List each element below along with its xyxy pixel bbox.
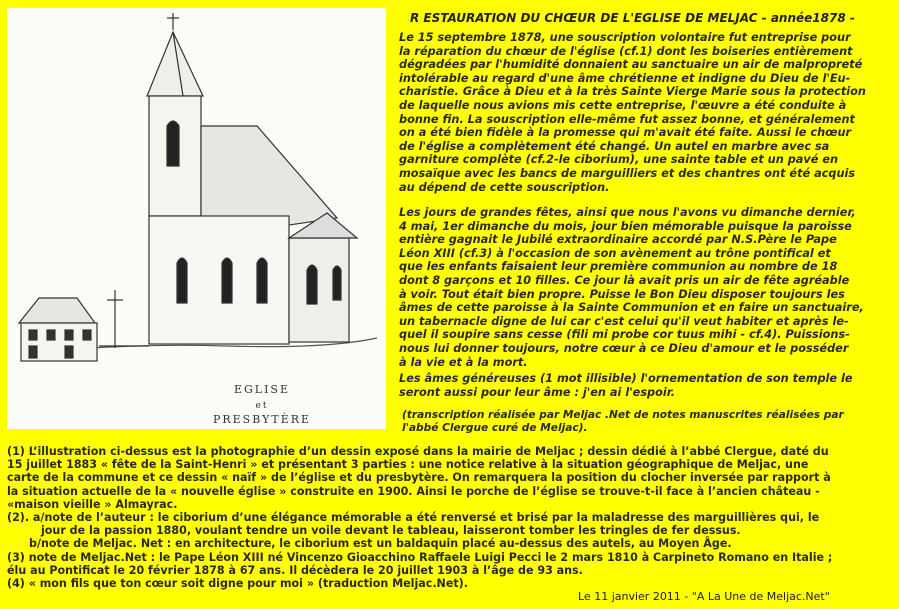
text-line: charistie. Grâce à Dieu et à la très Sainte Vierge Marie sous la protection <box>399 85 866 99</box>
transcription-note <box>402 409 892 435</box>
text-line: Les âmes généreuses (1 mot illisible) l'ornementation de son temple le <box>399 372 853 385</box>
text-line: l'abbé Clergue curé de Meljac). <box>402 422 588 434</box>
footer-credit: Le 11 janvier 2011 - "A La Une de Meljac.Net" <box>578 590 830 603</box>
text-line: entière gagnait le Jubilé extraordinaire accordé par N.S.Père le Pape <box>399 233 837 247</box>
text-line: de l'église a complètement été changé. Un autel en marbre avec sa <box>399 139 830 153</box>
text-line: âmes de cette paroisse à la Sainte Communion et en faire un sanctuaire, <box>399 301 864 315</box>
note-3-line: élu au Pontificat le 20 février 1878 à 67 ans. Il décèdera le 20 juillet 1903 à l’âge de 93 ans. <box>7 563 583 577</box>
text-line: bonne fin. La souscription elle-même fut assez bonne, et généralement <box>399 112 855 126</box>
text-line: (transcription réalisée par Meljac .Net de notes manuscrites réalisées par <box>402 409 844 421</box>
note-1-line: (1) L’illustration ci-dessus est la photographie d’un dessin exposé dans la mairie de Meljac ; dessin dédié à l’abbé Clergue, daté du <box>7 445 829 458</box>
text-line: Le 15 septembre 1878, une souscription volontaire fut entreprise pour <box>399 31 851 44</box>
text-line: seront aussi pour leur âme : j'en ai l'espoir. <box>399 385 676 399</box>
text-line: un tabernacle digne de lui car c'est celui qu'il veut habiter et après le- <box>399 314 849 328</box>
note-1-line: la situation actuelle de la « nouvelle église » construite en 1900. Ainsi le porche de l’église se trouve-t-il face à l’ancien château - <box>7 484 820 498</box>
letter-paragraph-1 <box>399 31 894 194</box>
text-line: au dépend de cette souscription. <box>399 180 610 194</box>
text-line: nous lui donner toujours, notre cœur à ce Dieu d'amour et le posséder <box>399 341 849 355</box>
illustration-caption-presbytere: PRESBYTÈRE <box>212 413 312 426</box>
page-title: R ESTAURATION DU CHŒUR DE L'EGLISE DE MELJAC - année1878 - <box>410 11 855 25</box>
note-2a-line: (2). a/note de l’auteur : le ciborium d’une élégance mémorable a été renversé et brisé par la maladresse des marguillières qui, le <box>7 511 820 525</box>
text-line: intolérable au regard d'une âme chrétienne et indigne du Dieu de l'Eu- <box>399 71 851 85</box>
text-line: à voir. Tout était bien propre. Puisse le Bon Dieu disposer toujours les <box>399 287 845 301</box>
text-line: 4 mai, 1er dimanche du mois, jour bien mémorable puisque la paroisse <box>399 219 852 233</box>
note-4-line: (4) « mon fils que ton cœur soit digne pour moi » (traduction Meljac.Net). <box>7 577 468 591</box>
text-line: de laquelle nous avions mis cette entreprise, l'œuvre a été conduite à <box>399 98 847 112</box>
text-line: dont 8 garçons et 10 filles. Ce jour là avait pris un air de fête agréable <box>399 273 850 287</box>
illustration-caption-eglise: EGLISE <box>233 383 291 396</box>
note-1-line: carte de la commune et ce dessin « naïf » de l’église et du presbytère. On remarquera la position du clocher inversée par rapport à <box>7 471 831 485</box>
church-drawing <box>7 8 386 429</box>
note-1-line: 15 juillet 1883 « fête de la Saint-Henri » et présentant 3 parties : une notice relative à la situation géographique de Meljac, une <box>7 458 809 472</box>
letter-paragraph-3 <box>399 372 894 399</box>
text-line: dégradées par l'humidité donnaient au sanctuaire un air de malpropreté <box>399 58 863 72</box>
text-line: que les enfants faisaient leur première communion au nombre de 18 <box>399 260 838 274</box>
note-2a-line: jour de la passion 1880, voulant tendre un voile devant le tableau, laisseront tomber les tringles de fer dessus. <box>41 524 741 538</box>
text-line: à la vie et à la mort. <box>399 355 528 369</box>
text-line: Léon XIII (cf.3) à l'occasion de son avènement au trône pontifical et <box>399 246 831 260</box>
text-line: garniture complète (cf.2-le ciborium), une sainte table et un pavé en <box>399 153 839 167</box>
note-3-line: (3) note de Meljac.Net : le Pape Léon XIII né Vincenzo Gioacchino Raffaele Luigi Pecci le 2 mars 1810 à Carpineto Romano en Italie ; <box>7 550 833 564</box>
letter-paragraph-2 <box>399 206 894 369</box>
illustration-caption-et: et <box>255 401 269 411</box>
note-1-line: «maison vieille » Almayrac. <box>7 497 178 511</box>
text-line: on a été bien fidèle à la promesse qui m'avait été faite. Aussi le chœur <box>399 126 852 140</box>
text-line: quel il soupire sans cesse (fili mi probe cor tuus mihi - cf.4). Puissions- <box>399 328 850 342</box>
text-line: la réparation du chœur de l'église (cf.1) dont les boiseries entièrement <box>399 44 853 58</box>
text-line: Les jours de grandes fêtes, ainsi que nous l'avons vu dimanche dernier, <box>399 206 856 219</box>
church-illustration <box>7 8 386 429</box>
note-2b-line: b/note de Meljac. Net : en architecture, le ciborium est un baldaquin placé au-dessus des autels, au Moyen Âge. <box>29 537 732 551</box>
footnotes <box>7 445 895 590</box>
text-line: mosaïque avec les bancs de marguilliers et des chantres ont été acquis <box>399 166 856 180</box>
